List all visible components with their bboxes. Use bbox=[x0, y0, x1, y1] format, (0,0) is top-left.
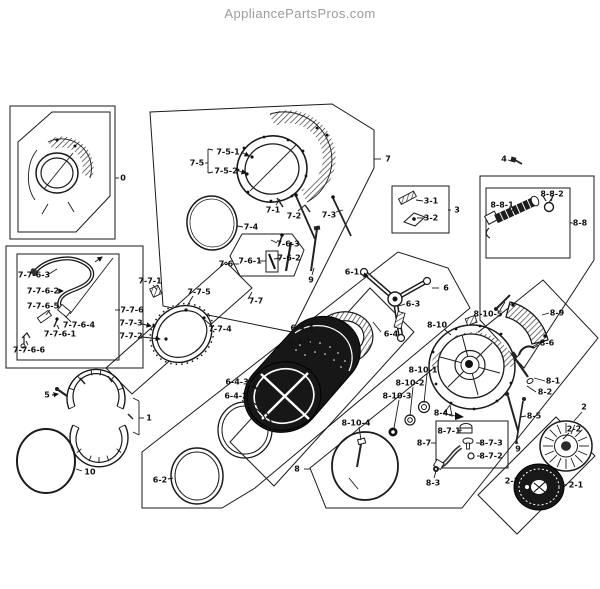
part-label-2-1: 2-1 bbox=[568, 480, 584, 490]
part-group-3 bbox=[399, 191, 425, 226]
part-oring-10 bbox=[17, 429, 75, 493]
part-label-6-3: 6-3 bbox=[405, 299, 421, 309]
bolt-head bbox=[505, 392, 509, 396]
part-label-7-7-3: 7-7-3 bbox=[119, 318, 143, 328]
part-label-7-6-2: 7-6-2 bbox=[277, 253, 301, 263]
clamp-bolt bbox=[128, 414, 133, 419]
clamp-bolt bbox=[80, 378, 85, 384]
part-label-7-5-2: 7-5-2 bbox=[214, 166, 238, 176]
part-label-7-7-4: 7-7-4 bbox=[208, 324, 232, 334]
part-label-4: 4 bbox=[501, 154, 507, 164]
part-label-7-7-6-4: 7-7-6-4 bbox=[62, 320, 96, 330]
part-ring-6-4-2 bbox=[218, 402, 272, 458]
tub0-foot bbox=[68, 202, 74, 212]
part-label-7-7-6-6: 7-7-6-6 bbox=[12, 345, 46, 355]
part-label-8: 8 bbox=[294, 464, 300, 474]
part-bolt-4 bbox=[510, 157, 522, 164]
bolt-7-2 bbox=[305, 205, 310, 212]
part-clip-3-1 bbox=[399, 191, 417, 204]
stud-head bbox=[331, 195, 335, 199]
part-label-8-10-4: 8-10-4 bbox=[341, 418, 371, 428]
part-label-8-6: 8-6 bbox=[539, 338, 555, 348]
ring-inner bbox=[222, 406, 268, 454]
valve-stem bbox=[467, 443, 470, 449]
part-label-9: 9 bbox=[515, 444, 521, 454]
oring-hole bbox=[391, 430, 395, 434]
part-label-7-7-6-5: 7-7-6-5 bbox=[26, 301, 60, 311]
bolt-7-7-2 bbox=[164, 337, 167, 340]
part-label-8-4: 8-4 bbox=[433, 408, 449, 418]
part-arrow-8-4 bbox=[455, 412, 464, 420]
bolt-2-3 bbox=[524, 484, 529, 489]
part-label-8-7-3: 8-7-3 bbox=[479, 438, 503, 448]
part-label-7-7-6-3: 7-7-6-3 bbox=[17, 270, 51, 280]
bolt-7-7-6-1 bbox=[54, 320, 57, 327]
leader-line-7-5 bbox=[208, 172, 213, 173]
spider-tip bbox=[424, 278, 431, 285]
clamp-8-8-2 bbox=[545, 203, 554, 212]
box-8-8-inner bbox=[486, 188, 570, 258]
part-label-5: 5 bbox=[44, 390, 50, 400]
part-label-8-8-2: 8-8-2 bbox=[540, 189, 564, 199]
tub0-foot bbox=[42, 204, 48, 214]
leader-line-3-1 bbox=[416, 200, 423, 201]
part-label-8-8-1: 8-8-1 bbox=[490, 200, 514, 210]
hub-center bbox=[465, 360, 473, 368]
leader-line-7-5 bbox=[208, 149, 213, 150]
part-label-7-7-5: 7-7-5 bbox=[187, 287, 211, 297]
seal-inner bbox=[175, 452, 219, 500]
part-label-8-7: 8-7 bbox=[416, 438, 432, 448]
clamp-cap bbox=[73, 425, 79, 428]
part-rear-tub-8-10 bbox=[426, 315, 515, 416]
leader-line-8-10-4 bbox=[359, 427, 361, 440]
clamp-cap bbox=[117, 406, 123, 409]
part-label-8-10-3: 8-10-3 bbox=[382, 391, 412, 401]
leader-line-9 bbox=[312, 268, 314, 275]
clip-7-7-6-6 bbox=[22, 333, 30, 344]
pin-head bbox=[314, 226, 321, 231]
leader-line-8-1 bbox=[534, 378, 545, 381]
leader-line-8-9 bbox=[542, 313, 549, 315]
part-label-8-3: 8-3 bbox=[425, 478, 441, 488]
leader-line-8-2 bbox=[527, 386, 536, 392]
part-label-7-7-1: 7-7-1 bbox=[138, 276, 162, 286]
clamp-ticks bbox=[69, 369, 124, 390]
part-tub-assembly-0 bbox=[28, 139, 91, 215]
leader-line-6-4 bbox=[373, 322, 381, 332]
part-label-6: 6 bbox=[443, 283, 449, 293]
part-label-7-6-3: 7-6-3 bbox=[276, 239, 300, 249]
leader-line-8-3 bbox=[434, 471, 436, 478]
leader-line-7-4 bbox=[237, 226, 243, 227]
part-clamp-1-upper bbox=[67, 369, 125, 409]
part-bolts-8-1-8-2 bbox=[511, 351, 534, 384]
part-label-7-7-6: 7-7-6 bbox=[120, 305, 144, 315]
part-seal-ring-8 bbox=[332, 432, 398, 500]
part-label-7-6-1: 7-6-1 bbox=[238, 256, 262, 266]
bolt-8-1 bbox=[514, 357, 528, 377]
part-label-10: 10 bbox=[84, 467, 96, 477]
nut-hole bbox=[435, 468, 437, 470]
part-label-8-10: 8-10 bbox=[426, 320, 448, 330]
washer-8-2 bbox=[526, 377, 534, 384]
part-label-8-2: 8-2 bbox=[537, 387, 553, 397]
part-label-3: 3 bbox=[454, 205, 460, 215]
stud-head bbox=[294, 193, 298, 197]
part-label-3-1: 3-1 bbox=[423, 196, 439, 206]
part-label-7: 7 bbox=[385, 154, 391, 164]
part-label-7-2: 7-2 bbox=[286, 211, 302, 221]
part-label-8-5: 8-5 bbox=[526, 411, 542, 421]
part-label-7-7-2: 7-7-2 bbox=[119, 331, 143, 341]
part-label-6-4-4: 6-4-4 bbox=[290, 323, 314, 333]
spider-tip bbox=[398, 335, 405, 342]
leader-line-7-7-5 bbox=[187, 296, 193, 306]
leader-line-7-7-6-6 bbox=[26, 341, 28, 345]
part-label-7-3: 7-3 bbox=[321, 210, 337, 220]
bolt-shaft bbox=[497, 295, 510, 308]
part-label-2-2: 2-2 bbox=[566, 424, 582, 434]
clamp-8-7-2 bbox=[468, 453, 474, 459]
clamp-cap bbox=[69, 406, 75, 409]
bolt-8-10-4-shaft bbox=[357, 444, 361, 467]
leader-line-8-10-3 bbox=[394, 400, 399, 428]
part-label-7-5: 7-5 bbox=[189, 158, 205, 168]
part-label-7-7-6-1: 7-7-6-1 bbox=[43, 329, 77, 339]
leader-line-2 bbox=[574, 412, 582, 421]
part-label-2: 2 bbox=[581, 402, 587, 412]
part-label-6-4: 6-4 bbox=[383, 329, 399, 339]
ring-outer bbox=[218, 402, 272, 458]
clamp-outer bbox=[67, 369, 125, 409]
part-label-7-7-6-2: 7-7-6-2 bbox=[26, 286, 60, 296]
part-label-0: 0 bbox=[120, 173, 126, 183]
tub0-bolt bbox=[56, 139, 59, 142]
seal-tick bbox=[349, 478, 358, 489]
washer-8-10-2 bbox=[405, 415, 415, 425]
bolt-shaft bbox=[515, 160, 522, 164]
part-label-8-7-2: 8-7-2 bbox=[479, 451, 503, 461]
part-label-8-10-1: 8-10-1 bbox=[408, 365, 438, 375]
pin-head bbox=[522, 397, 526, 401]
part-label-7-4: 7-4 bbox=[243, 222, 259, 232]
part-label-6-4-1: 6-4-1 bbox=[288, 337, 312, 347]
seal-outer bbox=[171, 448, 223, 504]
part-washers-8-10 bbox=[389, 402, 430, 437]
site-watermark: AppliancePartsPros.com bbox=[224, 6, 376, 21]
stator-hub bbox=[561, 441, 571, 451]
part-label-8-8: 8-8 bbox=[572, 218, 588, 228]
tub0-bolt bbox=[74, 145, 77, 148]
leader-line-6-2 bbox=[168, 478, 173, 479]
bolt-shaft bbox=[508, 396, 518, 431]
part-label-3-2: 3-2 bbox=[423, 213, 439, 223]
screw-head bbox=[55, 387, 59, 391]
part-label-8-9: 8-9 bbox=[549, 308, 565, 318]
part-clamp-1-lower bbox=[70, 414, 133, 467]
clamp-cap bbox=[119, 425, 125, 428]
clamp-wire bbox=[519, 346, 534, 355]
washer-8-10-1 bbox=[419, 402, 430, 413]
part-label-8-7-1: 8-7-1 bbox=[437, 426, 461, 436]
part-seal-6-2 bbox=[171, 448, 223, 504]
part-label-8-1: 8-1 bbox=[545, 376, 561, 386]
leader-line-10 bbox=[76, 469, 82, 471]
leader-line-7-7-6-3 bbox=[49, 269, 57, 274]
bolt-7-7-4 bbox=[202, 316, 205, 319]
ring-outer bbox=[141, 294, 223, 374]
part-pin-9-lower bbox=[516, 397, 526, 444]
box-3 bbox=[392, 186, 449, 233]
part-gasket-7-4 bbox=[183, 193, 240, 253]
bolt-8-10-4-head bbox=[358, 438, 366, 445]
part-label-6-1: 6-1 bbox=[344, 267, 360, 277]
weight-bolt bbox=[511, 303, 514, 306]
cylinder-7-7-6-5 bbox=[37, 311, 51, 323]
leader-line-1 bbox=[133, 432, 139, 435]
part-label-7-7: 7-7 bbox=[248, 296, 264, 306]
weight-bolt bbox=[543, 334, 546, 337]
pin-shaft bbox=[516, 401, 523, 444]
bolt-7-7-3 bbox=[152, 324, 155, 327]
spider-hub-center bbox=[393, 297, 398, 302]
bolt-7-5-1 bbox=[250, 155, 253, 158]
bolt-head bbox=[55, 317, 58, 320]
part-bolt-8-5 bbox=[505, 392, 518, 431]
part-label-6-4-2: 6-4-2 bbox=[224, 391, 248, 401]
part-7-7-1 bbox=[150, 285, 162, 297]
part-label-7-5-1: 7-5-1 bbox=[216, 147, 240, 157]
part-label-9: 9 bbox=[308, 275, 314, 285]
part-label-8-10-2: 8-10-2 bbox=[395, 378, 425, 388]
part-label-6-4-3: 6-4-3 bbox=[225, 377, 249, 387]
part-label-6-2: 6-2 bbox=[152, 475, 168, 485]
leader-line-7-7-6-1 bbox=[57, 325, 59, 329]
part-rotor-2-1 bbox=[514, 464, 564, 510]
part-label-7-6: 7-6 bbox=[218, 259, 234, 269]
leader-line-5 bbox=[52, 394, 58, 395]
leader-line-1 bbox=[133, 398, 139, 401]
part-labels bbox=[13, 148, 588, 490]
part-label-8-10-5: 8-10-5 bbox=[473, 309, 503, 319]
part-label-7-1: 7-1 bbox=[265, 205, 281, 215]
bolt-7-7-5 bbox=[184, 308, 187, 311]
hose-hook bbox=[486, 228, 490, 238]
part-label-1: 1 bbox=[146, 413, 152, 423]
part-label-2-3: 2-3 bbox=[504, 476, 520, 486]
screw-head bbox=[280, 233, 284, 237]
plate-hole bbox=[412, 217, 416, 221]
hose-arrow bbox=[95, 257, 102, 262]
hose-leader-line bbox=[70, 258, 113, 314]
